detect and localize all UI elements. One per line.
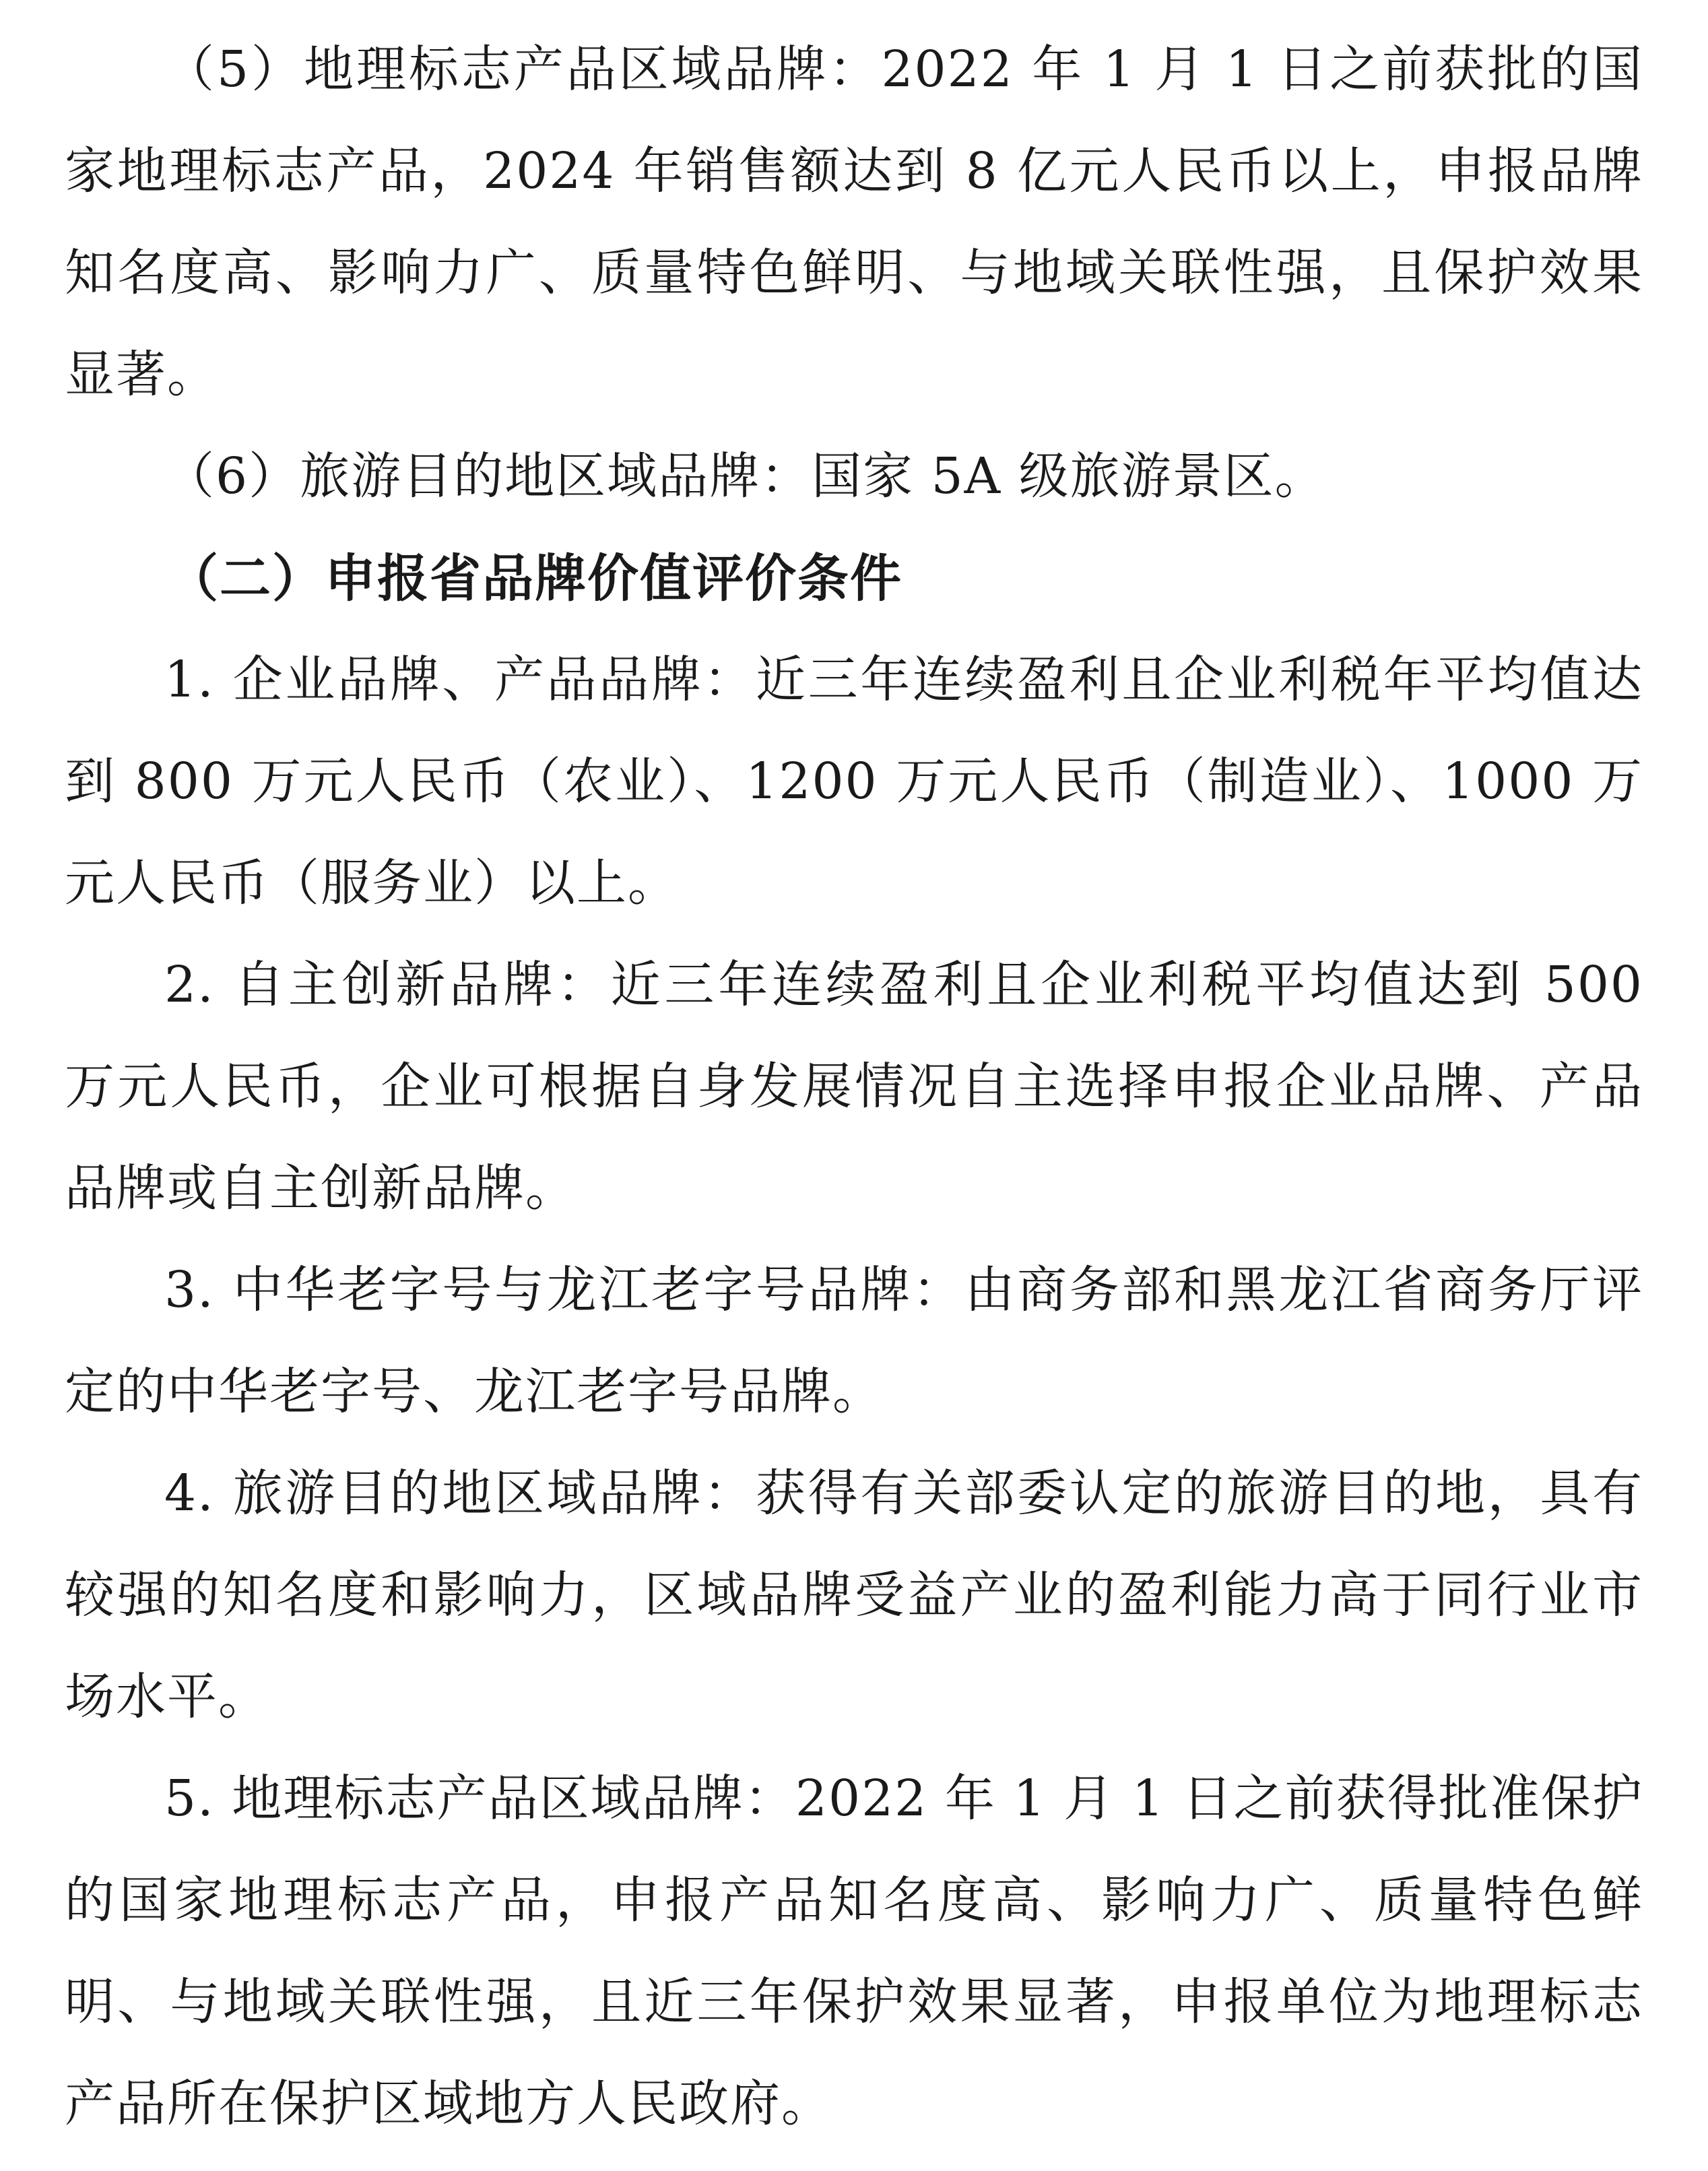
paragraph-item-5-geographic-indication: （5）地理标志产品区域品牌：2022 年 1 月 1 日之前获批的国家地理标志产品，2024 年销售额达到 8 亿元人民币以上，申报品牌知名度高、影响力广、质量特色鲜明、与地域关联性强，且保护效果显著。: [65, 40, 1643, 403]
paragraph-item-6-tourism-destination: （6）旅游目的地区域品牌：国家 5A 级旅游景区。: [164, 447, 1326, 505]
paragraph-condition-3-time-honored-brand: 3. 中华老字号与龙江老字号品牌：由商务部和黑龙江省商务厅评定的中华老字号、龙江老字号品牌。: [65, 1261, 1643, 1421]
paragraph-condition-5-geographic-indication-brand: 5. 地理标志产品区域品牌：2022 年 1 月 1 日之前获得批准保护的国家地理标志产品，申报产品知名度高、影响力广、质量特色鲜明、与地域关联性强，且近三年保护效果显著，申报单位为地理标志产品所在保护区域地方人民政府。: [65, 1770, 1643, 2133]
paragraph-condition-1-enterprise-product-brand: 1. 企业品牌、产品品牌：近三年连续盈利且企业利税年平均值达到 800 万元人民币（农业）、1200 万元人民币（制造业）、1000 万元人民币（服务业）以上。: [65, 651, 1643, 912]
section-heading-provincial-brand-evaluation: （二）申报省品牌价值评价条件: [167, 548, 902, 608]
paragraph-condition-4-tourism-destination-brand: 4. 旅游目的地区域品牌：获得有关部委认定的旅游目的地，具有较强的知名度和影响力，区域品牌受益产业的盈利能力高于同行业市场水平。: [65, 1464, 1643, 1726]
document-body: [65, 19, 1643, 2155]
paragraph-condition-2-innovation-brand: 2. 自主创新品牌：近三年连续盈利且企业利税平均值达到 500 万元人民币，企业可根据自身发展情况自主选择申报企业品牌、产品品牌或自主创新品牌。: [65, 956, 1643, 1217]
